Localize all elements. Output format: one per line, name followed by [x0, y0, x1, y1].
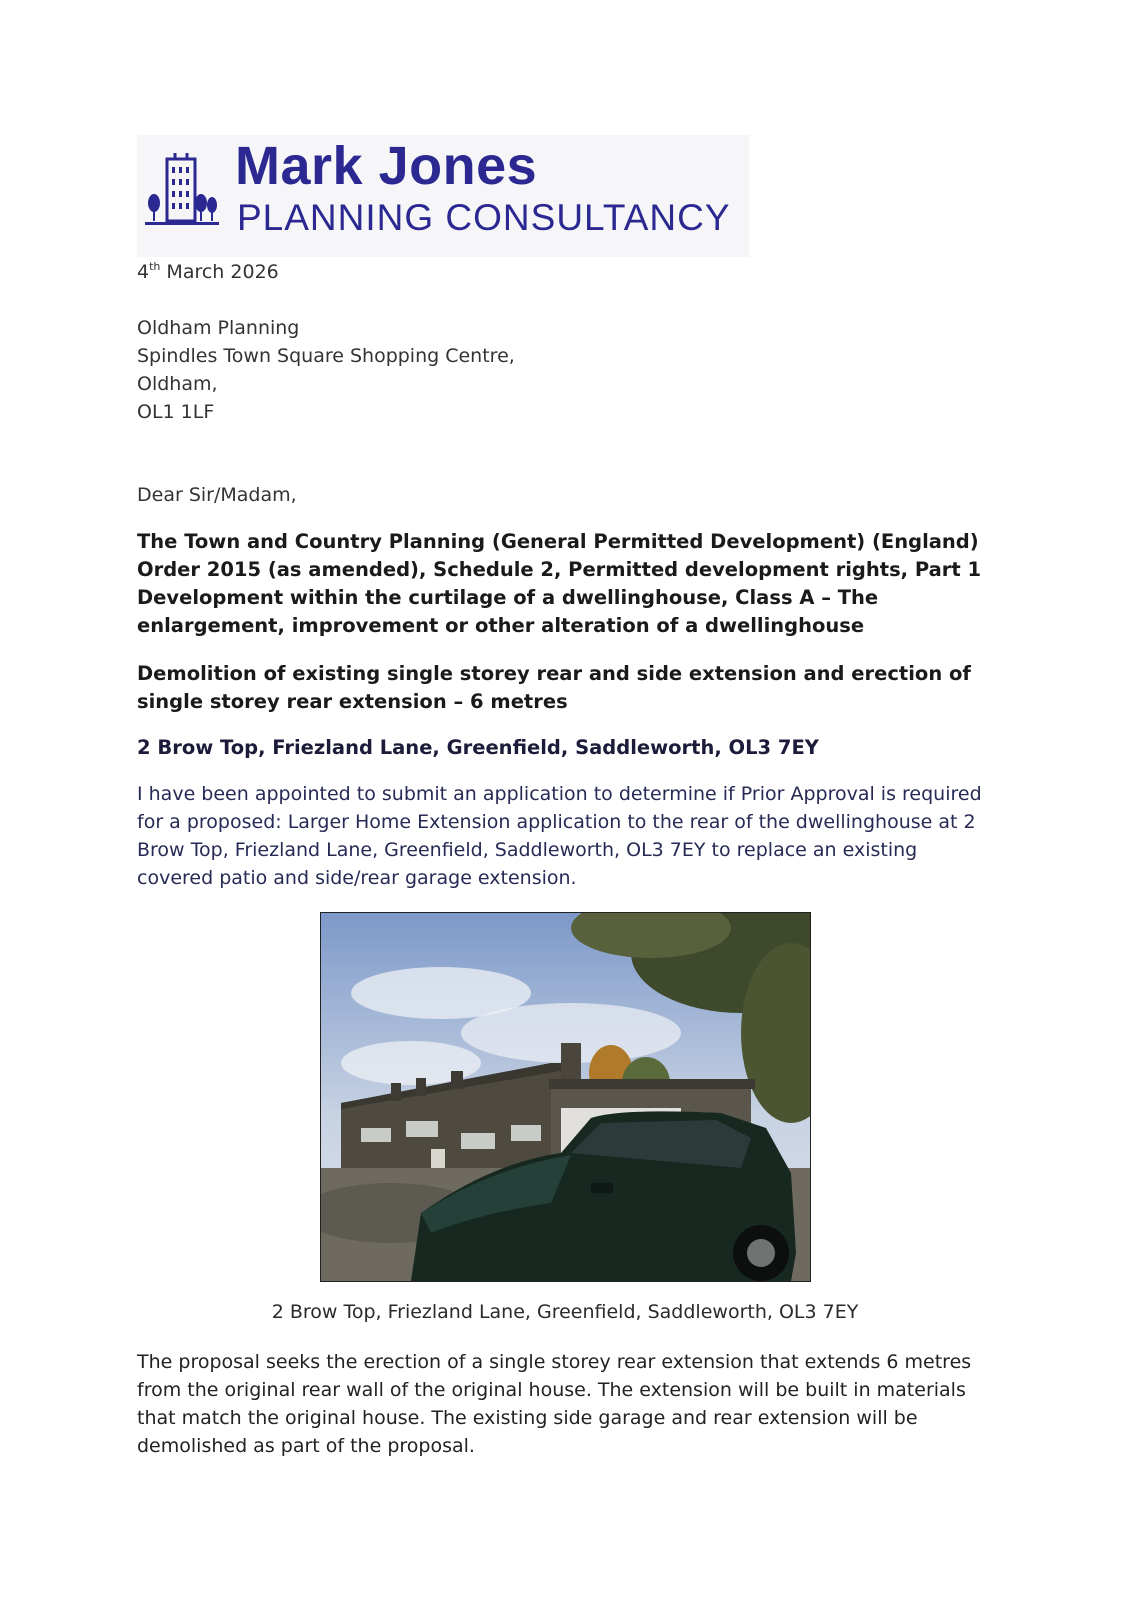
- address-line: Oldham Planning: [137, 317, 300, 339]
- consultancy-subtitle: PLANNING CONSULTANCY: [237, 197, 731, 238]
- proposal-paragraph: The proposal seeks the erection of a single storey rear extension that extends 6 metres from the original rear wall of the original house. The extension will be built in materials that match the original house. The existing side garage and rear extension will be demolished as part of the proposal.: [137, 1351, 972, 1457]
- site-address-heading: 2 Brow Top, Friezland Lane, Greenfield, Saddleworth, OL3 7EY: [137, 736, 819, 759]
- proposal-heading: Demolition of existing single storey rear and side extension and erection of single storey rear extension – 6 metres: [137, 662, 971, 713]
- photo-caption: 2 Brow Top, Friezland Lane, Greenfield, Saddleworth, OL3 7EY: [271, 1301, 859, 1323]
- address-line: OL1 1LF: [137, 401, 215, 423]
- address-line: Spindles Town Square Shopping Centre,: [137, 345, 515, 367]
- recipient-address: [137, 314, 997, 426]
- salutation: Dear Sir/Madam,: [137, 484, 297, 506]
- order-heading: The Town and Country Planning (General Permitted Development) (England) Order 2015 (as amended), Schedule 2, Permitted development rights, Part 1 Development within the curtilage of a dwellinghouse, Class A – The enlargement, improvement or other alteration of a dwellinghouse: [137, 530, 982, 637]
- property-photo: [320, 912, 811, 1282]
- building-trees-icon: [145, 149, 219, 231]
- letterhead-logo: [137, 135, 749, 257]
- letter-date: 4th March 2026: [137, 260, 279, 283]
- address-line: Oldham,: [137, 373, 218, 395]
- intro-paragraph: I have been appointed to submit an application to determine if Prior Approval is required for a proposed: Larger Home Extension application to the rear of the dwellinghouse at 2 Brow Top, Friezland Lane, Greenfield, Saddleworth, OL3 7EY to replace an existing covered patio and side/rear garage extension.: [137, 783, 982, 889]
- consultancy-name: Mark Jones: [235, 136, 538, 196]
